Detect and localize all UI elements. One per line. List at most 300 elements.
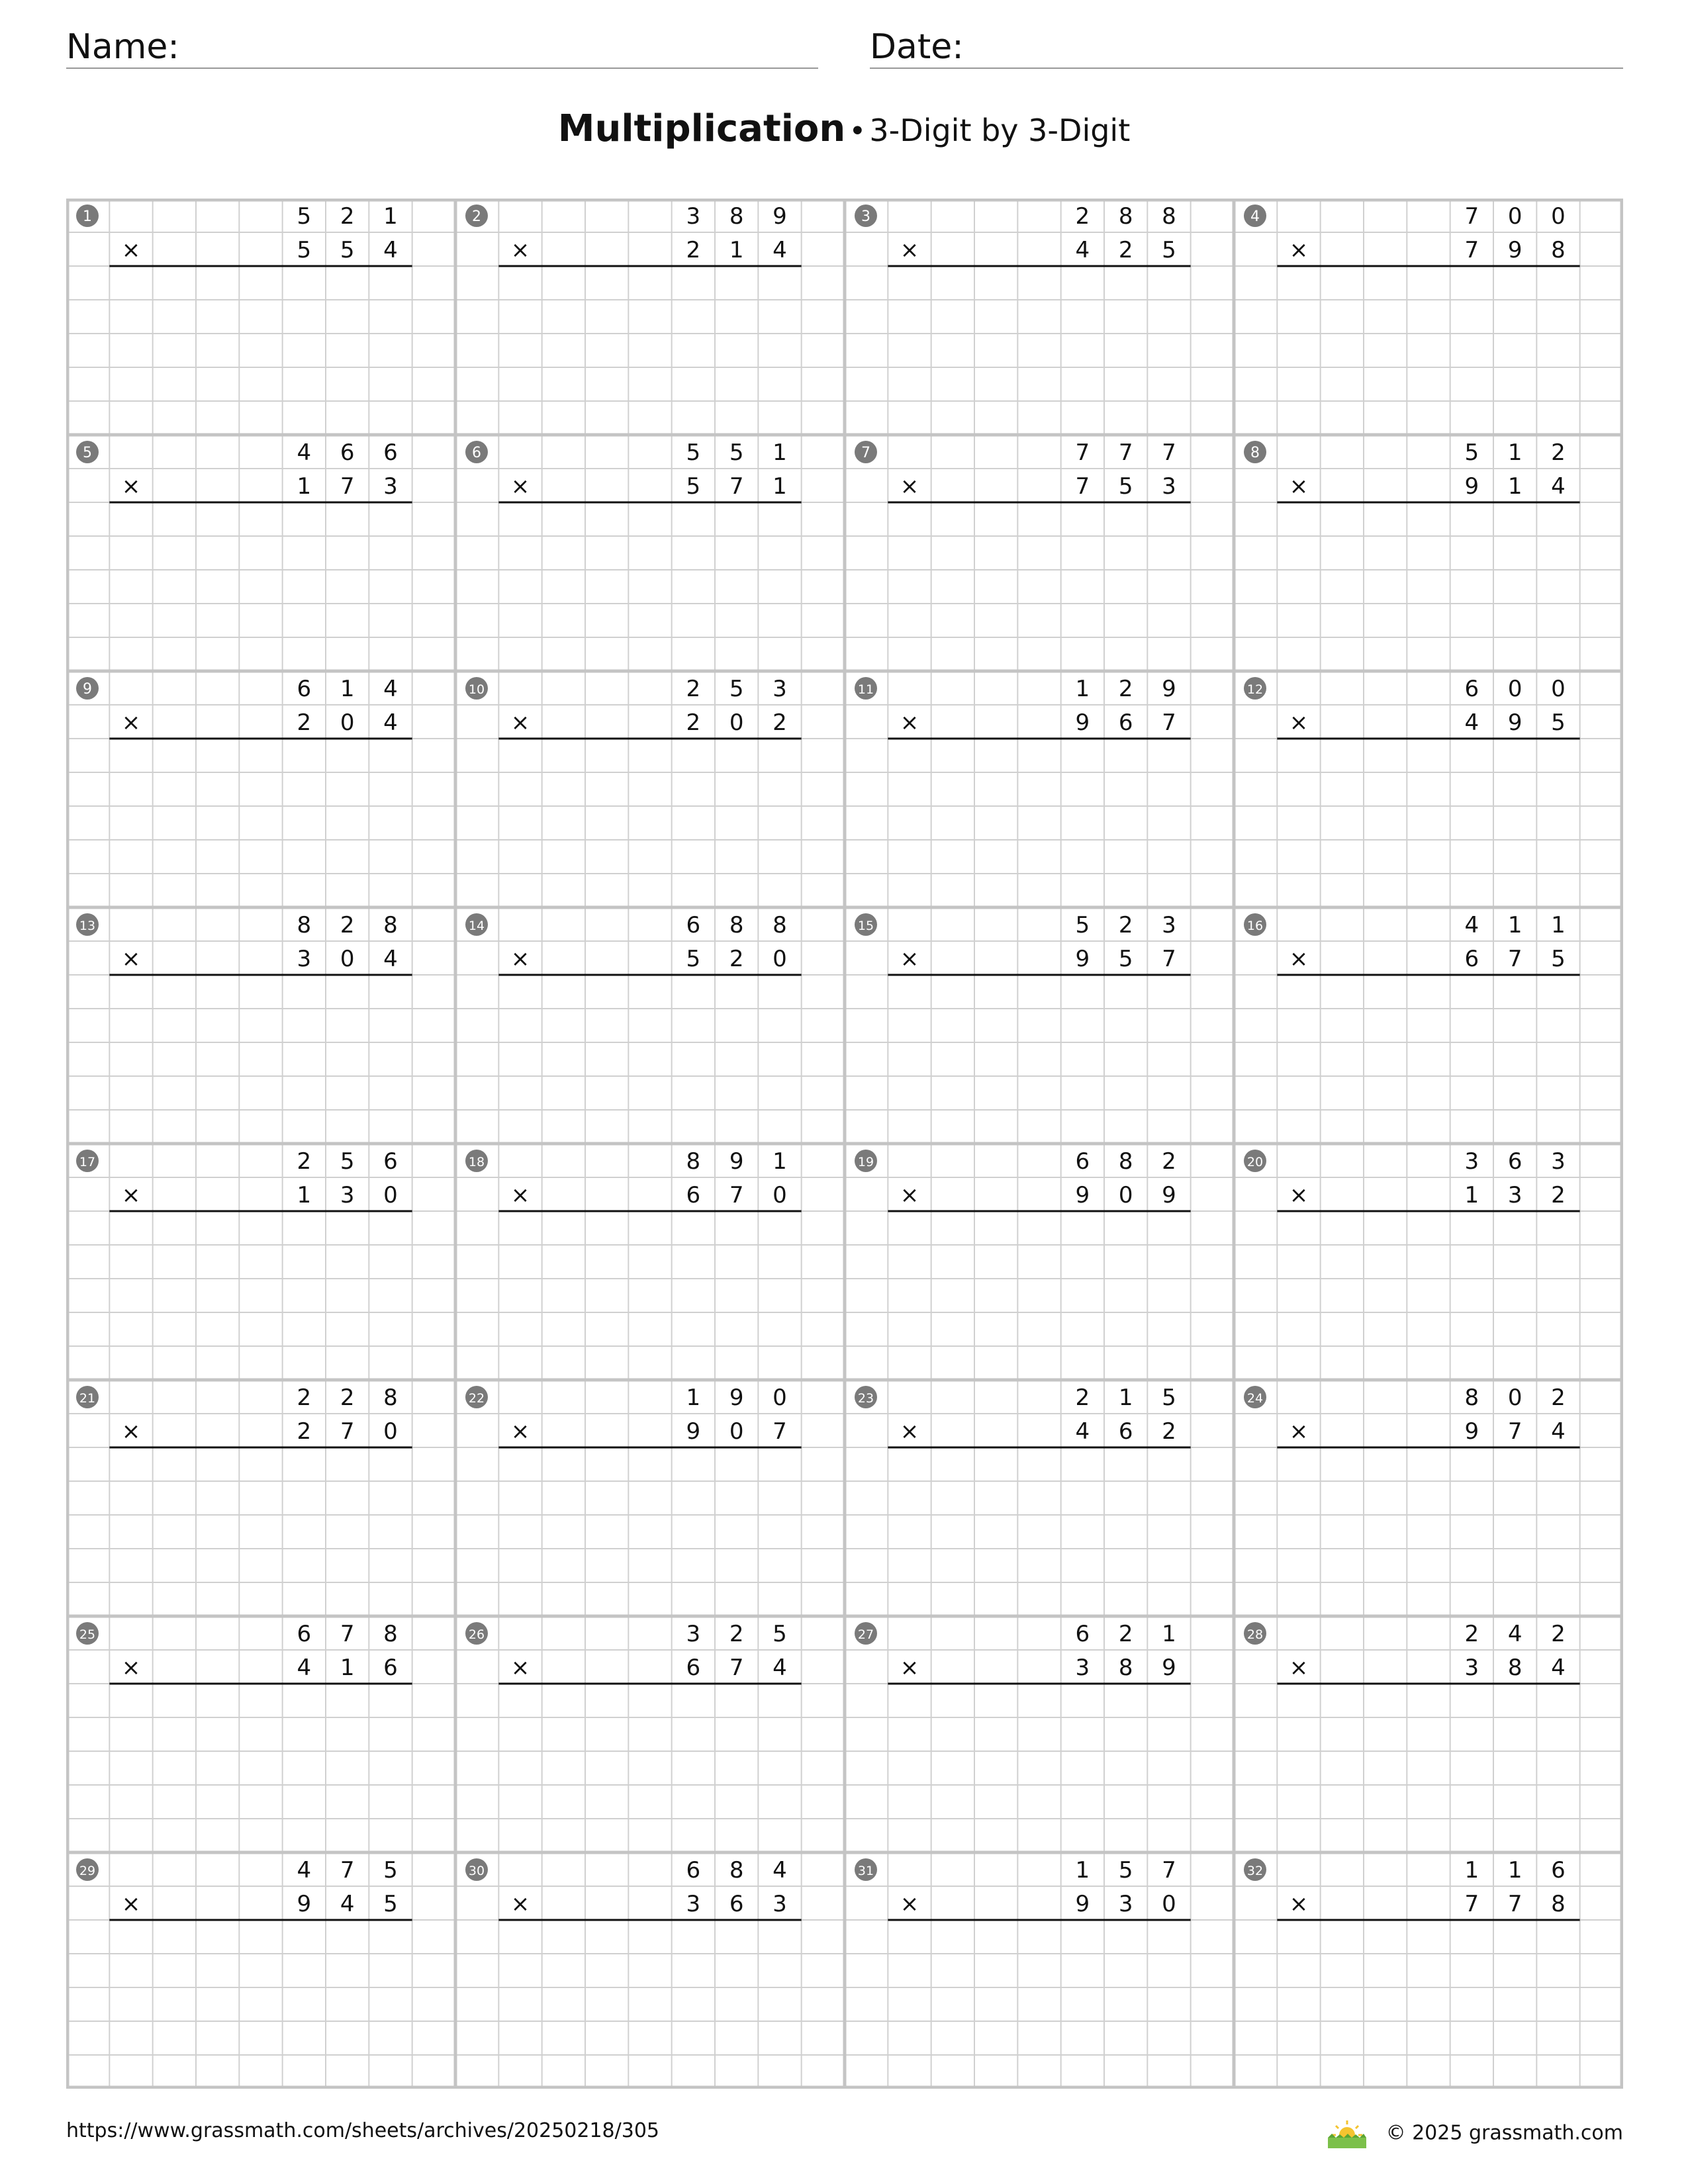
top-digit: 4 (383, 676, 398, 702)
top-digit: 2 (340, 1385, 355, 1411)
problem-16 (1244, 912, 1580, 975)
problem-2 (465, 203, 802, 266)
multiply-sign: × (1289, 1655, 1309, 1681)
problem-number: 8 (1250, 445, 1260, 461)
top-digit: 3 (686, 203, 701, 230)
bottom-digit: 7 (1507, 1418, 1523, 1445)
top-digit: 1 (1507, 439, 1523, 466)
top-digit: 6 (340, 439, 355, 466)
bottom-digit: 8 (1118, 1655, 1133, 1681)
top-digit: 5 (686, 439, 701, 466)
top-digit: 6 (1507, 1148, 1523, 1175)
top-digit: 7 (1162, 1857, 1176, 1884)
bottom-digit: 9 (1162, 1655, 1176, 1681)
top-digit: 6 (383, 439, 398, 466)
bottom-digit: 5 (686, 473, 701, 500)
top-digit: 5 (340, 1148, 355, 1175)
footer-copyright (1325, 2118, 1623, 2150)
problem-1 (76, 203, 412, 266)
top-digit: 6 (686, 1857, 701, 1884)
problem-number: 32 (1246, 1864, 1264, 1878)
top-digit: 0 (1551, 203, 1566, 230)
multiply-sign: × (121, 946, 141, 972)
problem-number: 26 (468, 1627, 485, 1642)
bottom-digit: 9 (1075, 1182, 1090, 1208)
top-digit: 4 (1464, 912, 1479, 938)
top-digit: 1 (1464, 1857, 1479, 1884)
problem-18 (465, 1148, 802, 1211)
top-digit: 8 (1118, 1148, 1133, 1175)
bottom-digit: 1 (1464, 1182, 1479, 1208)
bottom-digit: 2 (297, 709, 312, 736)
problem-number: 18 (468, 1155, 485, 1169)
top-digit: 2 (1118, 1621, 1133, 1647)
bottom-digit: 9 (1075, 1891, 1090, 1917)
top-digit: 1 (1118, 1385, 1133, 1411)
name-field-line[interactable] (66, 68, 818, 69)
top-digit: 1 (773, 1148, 787, 1175)
top-digit: 4 (1507, 1621, 1523, 1647)
problem-number: 13 (79, 919, 96, 933)
top-digit: 1 (383, 203, 398, 230)
bottom-digit: 0 (773, 1182, 787, 1208)
multiply-sign: × (900, 473, 919, 500)
problem-17 (76, 1148, 412, 1211)
bottom-digit: 3 (686, 1891, 701, 1917)
bottom-digit: 7 (773, 1418, 787, 1445)
multiply-sign: × (900, 237, 919, 263)
footer-url[interactable]: https://www.grassmath.com/sheets/archives/20250218/305 (66, 2119, 660, 2142)
top-digit: 2 (1075, 1385, 1090, 1411)
bottom-digit: 5 (1551, 709, 1566, 736)
problem-number: 6 (471, 445, 481, 461)
problem-number: 11 (857, 682, 874, 697)
multiply-sign: × (1289, 709, 1309, 736)
top-digit: 2 (1551, 1621, 1566, 1647)
multiply-sign: × (510, 473, 530, 500)
top-digit: 0 (1507, 676, 1523, 702)
top-digit: 3 (1162, 912, 1176, 938)
problem-number: 4 (1250, 208, 1260, 225)
top-digit: 2 (1551, 1385, 1566, 1411)
bottom-digit: 0 (340, 709, 355, 736)
top-digit: 2 (1464, 1621, 1479, 1647)
problem-number: 14 (468, 919, 485, 933)
title-subtitle: 3-Digit by 3-Digit (869, 113, 1131, 148)
problem-number: 12 (1246, 682, 1264, 697)
bottom-digit: 3 (383, 473, 398, 500)
bottom-digit: 2 (297, 1418, 312, 1445)
top-digit: 5 (1162, 1385, 1176, 1411)
bottom-digit: 9 (1075, 946, 1090, 972)
problem-number: 3 (861, 208, 870, 225)
top-digit: 8 (383, 912, 398, 938)
top-digit: 3 (1551, 1148, 1566, 1175)
bottom-digit: 6 (1118, 1418, 1133, 1445)
bottom-digit: 5 (1551, 946, 1566, 972)
title-main: Multiplication (557, 107, 846, 150)
bottom-digit: 4 (1551, 473, 1566, 500)
bottom-digit: 3 (1118, 1891, 1133, 1917)
bottom-digit: 2 (686, 237, 701, 263)
top-digit: 8 (383, 1621, 398, 1647)
top-digit: 7 (1162, 439, 1176, 466)
problem-10 (465, 676, 802, 739)
bottom-digit: 7 (1464, 237, 1479, 263)
bottom-digit: 4 (383, 237, 398, 263)
multiply-sign: × (510, 946, 530, 972)
top-digit: 5 (1118, 1857, 1133, 1884)
sunrise-grass-logo-icon (1325, 2118, 1369, 2150)
multiply-sign: × (510, 1655, 530, 1681)
bottom-digit: 0 (383, 1182, 398, 1208)
multiply-sign: × (1289, 946, 1309, 972)
multiply-sign: × (1289, 473, 1309, 500)
bottom-digit: 7 (340, 1418, 355, 1445)
top-digit: 5 (383, 1857, 398, 1884)
top-digit: 8 (1464, 1385, 1479, 1411)
bottom-digit: 0 (1162, 1891, 1176, 1917)
top-digit: 8 (686, 1148, 701, 1175)
bottom-digit: 0 (383, 1418, 398, 1445)
multiply-sign: × (900, 1891, 919, 1917)
bottom-digit: 5 (686, 946, 701, 972)
top-digit: 0 (1551, 676, 1566, 702)
worksheet-title (0, 106, 1688, 161)
problem-number: 20 (1246, 1155, 1264, 1169)
top-digit: 1 (1075, 1857, 1090, 1884)
multiply-sign: × (121, 1891, 141, 1917)
multiply-sign: × (900, 1655, 919, 1681)
bottom-digit: 0 (729, 709, 744, 736)
bottom-digit: 3 (773, 1891, 787, 1917)
bottom-digit: 5 (1162, 237, 1176, 263)
bottom-digit: 7 (1162, 946, 1176, 972)
top-digit: 2 (686, 676, 701, 702)
top-digit: 7 (1075, 439, 1090, 466)
grid-canvas (66, 199, 1623, 2089)
bottom-digit: 1 (729, 237, 744, 263)
top-digit: 1 (1507, 1857, 1523, 1884)
multiply-sign: × (1289, 237, 1309, 263)
problem-8 (1244, 439, 1580, 502)
multiply-sign: × (900, 1418, 919, 1445)
problem-6 (465, 439, 802, 502)
problem-24 (1244, 1385, 1580, 1447)
problem-number: 25 (79, 1627, 96, 1642)
bottom-digit: 1 (340, 1655, 355, 1681)
problem-number: 10 (468, 682, 485, 697)
top-digit: 5 (1075, 912, 1090, 938)
top-digit: 9 (729, 1385, 744, 1411)
bottom-digit: 8 (1551, 1891, 1566, 1917)
bottom-digit: 2 (1118, 237, 1133, 263)
bottom-digit: 6 (383, 1655, 398, 1681)
top-digit: 4 (773, 1857, 787, 1884)
bottom-digit: 4 (1464, 709, 1479, 736)
multiply-sign: × (121, 237, 141, 263)
bottom-digit: 3 (1162, 473, 1176, 500)
bottom-digit: 1 (297, 473, 312, 500)
top-digit: 0 (1507, 203, 1523, 230)
bottom-digit: 4 (1075, 1418, 1090, 1445)
problem-31 (855, 1857, 1191, 1920)
bottom-digit: 4 (1551, 1418, 1566, 1445)
bottom-digit: 3 (340, 1182, 355, 1208)
bottom-digit: 6 (686, 1655, 701, 1681)
top-digit: 3 (686, 1621, 701, 1647)
top-digit: 5 (773, 1621, 787, 1647)
top-digit: 7 (340, 1857, 355, 1884)
bottom-digit: 0 (340, 946, 355, 972)
bottom-digit: 0 (1118, 1182, 1133, 1208)
bottom-digit: 9 (1464, 473, 1479, 500)
problems-grid (66, 199, 1623, 2089)
top-digit: 2 (297, 1148, 312, 1175)
problem-11 (855, 676, 1191, 739)
problem-number: 15 (857, 919, 874, 933)
top-digit: 6 (1464, 676, 1479, 702)
top-digit: 4 (297, 439, 312, 466)
top-digit: 6 (686, 912, 701, 938)
bottom-digit: 4 (340, 1891, 355, 1917)
multiply-sign: × (510, 1418, 530, 1445)
bottom-digit: 9 (1162, 1182, 1176, 1208)
copyright-text: © 2025 grassmath.com (1385, 2121, 1623, 2145)
bottom-digit: 2 (729, 946, 744, 972)
top-digit: 0 (773, 1385, 787, 1411)
problem-26 (465, 1621, 802, 1684)
bottom-digit: 9 (1507, 709, 1523, 736)
bottom-digit: 7 (729, 473, 744, 500)
bottom-digit: 7 (1075, 473, 1090, 500)
bottom-digit: 7 (729, 1655, 744, 1681)
bottom-digit: 5 (1118, 946, 1133, 972)
bottom-digit: 4 (383, 709, 398, 736)
top-digit: 6 (1551, 1857, 1566, 1884)
title-separator: • (849, 114, 867, 148)
top-digit: 2 (297, 1385, 312, 1411)
bottom-digit: 7 (1464, 1891, 1479, 1917)
bottom-digit: 9 (686, 1418, 701, 1445)
multiply-sign: × (900, 1182, 919, 1208)
bottom-digit: 1 (1507, 473, 1523, 500)
problem-19 (855, 1148, 1191, 1211)
bottom-digit: 5 (340, 237, 355, 263)
problem-25 (76, 1621, 412, 1684)
top-digit: 6 (383, 1148, 398, 1175)
bottom-digit: 7 (340, 473, 355, 500)
problem-15 (855, 912, 1191, 975)
problem-13 (76, 912, 412, 975)
problem-20 (1244, 1148, 1580, 1211)
problem-number: 2 (471, 208, 481, 225)
problem-23 (855, 1385, 1191, 1447)
problem-number: 16 (1246, 919, 1264, 933)
bottom-digit: 8 (1551, 237, 1566, 263)
top-digit: 1 (686, 1385, 701, 1411)
problem-28 (1244, 1621, 1580, 1684)
bottom-digit: 4 (1075, 237, 1090, 263)
problem-number: 22 (468, 1391, 485, 1406)
problem-number: 24 (1246, 1391, 1264, 1406)
bottom-digit: 4 (1551, 1655, 1566, 1681)
multiply-sign: × (510, 1891, 530, 1917)
bottom-digit: 5 (297, 237, 312, 263)
bottom-digit: 9 (1507, 237, 1523, 263)
top-digit: 8 (729, 1857, 744, 1884)
bottom-digit: 6 (1464, 946, 1479, 972)
problem-22 (465, 1385, 802, 1447)
problem-number: 7 (861, 445, 870, 461)
top-digit: 6 (297, 1621, 312, 1647)
bottom-digit: 7 (729, 1182, 744, 1208)
bottom-digit: 4 (297, 1655, 312, 1681)
problem-30 (465, 1857, 802, 1920)
problem-number: 17 (79, 1155, 96, 1169)
bottom-digit: 5 (383, 1891, 398, 1917)
bottom-digit: 5 (1118, 473, 1133, 500)
problem-number: 1 (83, 208, 92, 225)
date-field-line[interactable] (870, 68, 1623, 69)
problem-number: 5 (83, 445, 92, 461)
bottom-digit: 3 (1075, 1655, 1090, 1681)
problem-12 (1244, 676, 1580, 739)
multiply-sign: × (121, 709, 141, 736)
top-digit: 6 (1075, 1148, 1090, 1175)
problem-number: 23 (857, 1391, 874, 1406)
top-digit: 7 (340, 1621, 355, 1647)
bottom-digit: 3 (297, 946, 312, 972)
top-digit: 9 (1162, 676, 1176, 702)
date-label: Date: (870, 27, 964, 67)
multiply-sign: × (121, 1418, 141, 1445)
bottom-digit: 7 (1507, 946, 1523, 972)
bottom-digit: 4 (383, 946, 398, 972)
top-digit: 9 (729, 1148, 744, 1175)
top-digit: 5 (1464, 439, 1479, 466)
bottom-digit: 9 (297, 1891, 312, 1917)
multiply-sign: × (510, 237, 530, 263)
top-digit: 8 (729, 912, 744, 938)
multiply-sign: × (1289, 1418, 1309, 1445)
top-digit: 5 (729, 439, 744, 466)
multiply-sign: × (121, 473, 141, 500)
multiply-sign: × (510, 1182, 530, 1208)
problem-4 (1244, 203, 1580, 266)
problem-3 (855, 203, 1191, 266)
problem-number: 19 (857, 1155, 874, 1169)
top-digit: 8 (1162, 203, 1176, 230)
top-digit: 2 (1162, 1148, 1176, 1175)
top-digit: 1 (1075, 676, 1090, 702)
multiply-sign: × (900, 709, 919, 736)
top-digit: 2 (1118, 676, 1133, 702)
multiply-sign: × (1289, 1182, 1309, 1208)
top-digit: 5 (729, 676, 744, 702)
problem-29 (76, 1857, 412, 1920)
bottom-digit: 1 (773, 473, 787, 500)
top-digit: 8 (1118, 203, 1133, 230)
problem-14 (465, 912, 802, 975)
multiply-sign: × (121, 1182, 141, 1208)
problem-number: 28 (1246, 1627, 1264, 1642)
bottom-digit: 8 (1507, 1655, 1523, 1681)
top-digit: 8 (729, 203, 744, 230)
bottom-digit: 9 (1075, 709, 1090, 736)
multiply-sign: × (121, 1655, 141, 1681)
problem-5 (76, 439, 412, 502)
bottom-digit: 6 (729, 1891, 744, 1917)
top-digit: 4 (297, 1857, 312, 1884)
top-digit: 6 (297, 676, 312, 702)
bottom-digit: 2 (1551, 1182, 1566, 1208)
top-digit: 1 (1551, 912, 1566, 938)
bottom-digit: 4 (773, 237, 787, 263)
top-digit: 6 (1075, 1621, 1090, 1647)
bottom-digit: 2 (686, 709, 701, 736)
problem-number: 27 (857, 1627, 874, 1642)
top-digit: 0 (1507, 1385, 1523, 1411)
top-digit: 8 (383, 1385, 398, 1411)
top-digit: 7 (1464, 203, 1479, 230)
top-digit: 3 (773, 676, 787, 702)
top-digit: 2 (1551, 439, 1566, 466)
bottom-digit: 7 (1162, 709, 1176, 736)
top-digit: 5 (297, 203, 312, 230)
top-digit: 2 (340, 203, 355, 230)
top-digit: 2 (1075, 203, 1090, 230)
top-digit: 8 (773, 912, 787, 938)
bottom-digit: 4 (773, 1655, 787, 1681)
bottom-digit: 2 (773, 709, 787, 736)
multiply-sign: × (900, 946, 919, 972)
multiply-sign: × (510, 709, 530, 736)
top-digit: 9 (773, 203, 787, 230)
problem-number: 29 (79, 1864, 96, 1878)
top-digit: 1 (340, 676, 355, 702)
bottom-digit: 6 (1118, 709, 1133, 736)
top-digit: 3 (1464, 1148, 1479, 1175)
problem-number: 30 (468, 1864, 485, 1878)
problem-number: 21 (79, 1391, 96, 1406)
problem-7 (855, 439, 1191, 502)
bottom-digit: 2 (1162, 1418, 1176, 1445)
problem-32 (1244, 1857, 1580, 1920)
problem-number: 31 (857, 1864, 874, 1878)
problem-21 (76, 1385, 412, 1447)
bottom-digit: 6 (686, 1182, 701, 1208)
bottom-digit: 7 (1507, 1891, 1523, 1917)
bottom-digit: 9 (1464, 1418, 1479, 1445)
bottom-digit: 0 (773, 946, 787, 972)
top-digit: 1 (1162, 1621, 1176, 1647)
top-digit: 2 (340, 912, 355, 938)
top-digit: 1 (773, 439, 787, 466)
bottom-digit: 1 (297, 1182, 312, 1208)
top-digit: 1 (1507, 912, 1523, 938)
bottom-digit: 0 (729, 1418, 744, 1445)
top-digit: 8 (297, 912, 312, 938)
top-digit: 7 (1118, 439, 1133, 466)
name-label: Name: (66, 27, 179, 67)
bottom-digit: 3 (1507, 1182, 1523, 1208)
top-digit: 2 (729, 1621, 744, 1647)
top-digit: 2 (1118, 912, 1133, 938)
bottom-digit: 3 (1464, 1655, 1479, 1681)
problem-27 (855, 1621, 1191, 1684)
multiply-sign: × (1289, 1891, 1309, 1917)
